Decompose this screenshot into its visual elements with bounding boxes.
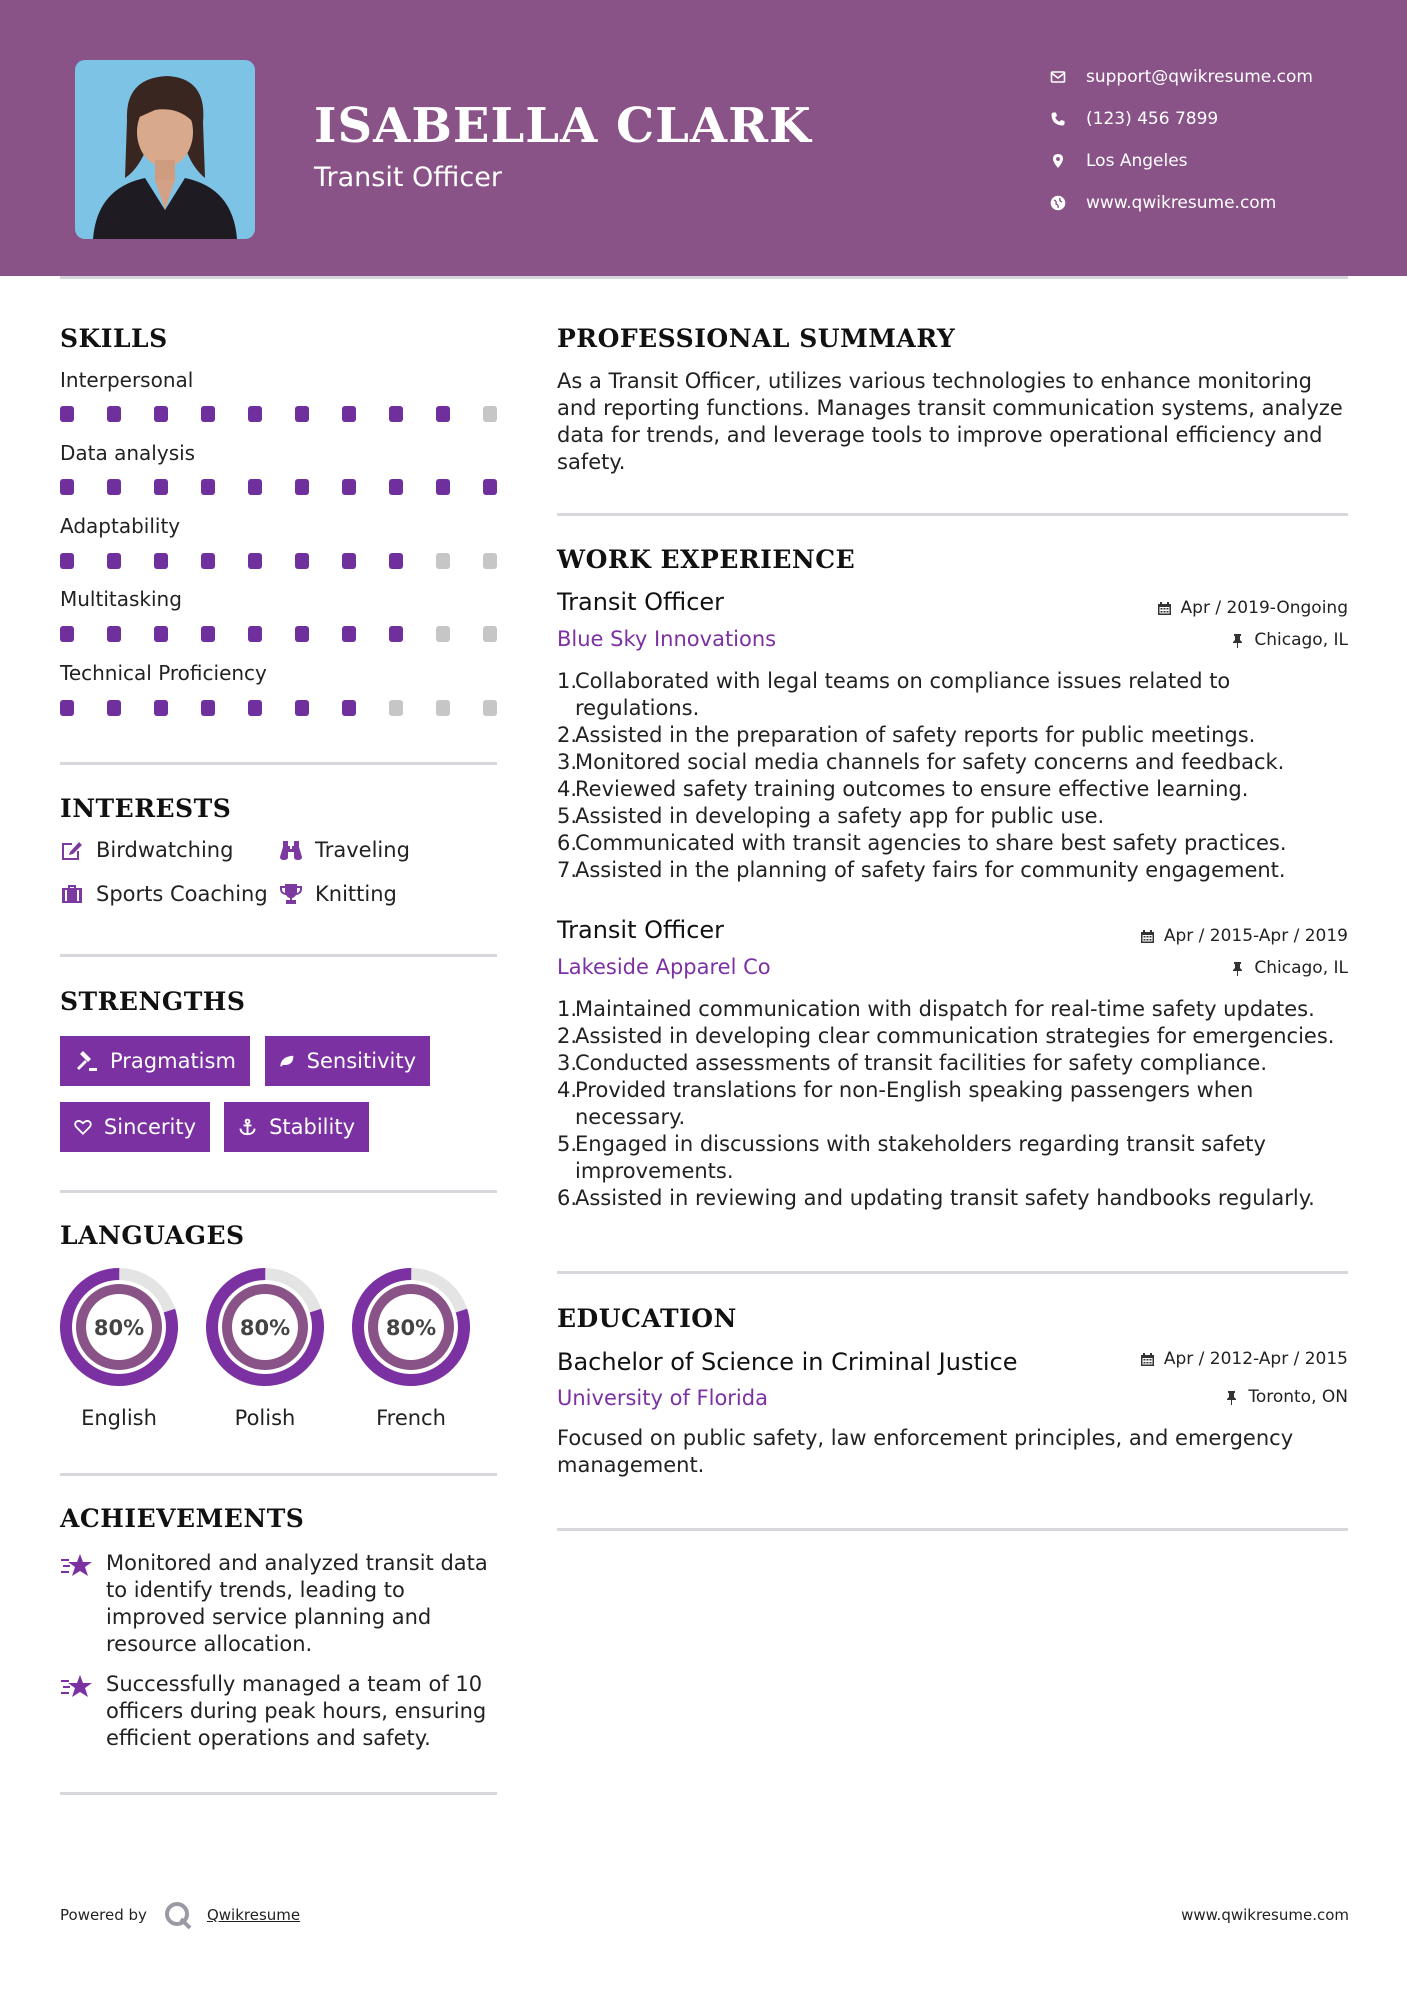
education-location-text: Toronto, ON — [1248, 1387, 1348, 1407]
interests-heading: INTERESTS — [60, 794, 232, 823]
calendar-icon — [1157, 601, 1172, 616]
skill-dot-empty — [483, 626, 497, 642]
gauge-label: 80% — [239, 1316, 291, 1340]
bullet-text: Assisted in reviewing and updating transit safety handbooks regularly. — [575, 1186, 1315, 1210]
job-dates — [1140, 926, 1348, 946]
job-title: Transit Officer — [557, 588, 725, 616]
skill-dot-filled — [295, 553, 309, 569]
education-dates-text: Apr / 2012-Apr / 2015 — [1163, 1349, 1348, 1369]
binoculars-icon — [279, 839, 303, 861]
language-item — [204, 1266, 326, 1430]
education-dates — [1140, 1349, 1348, 1369]
strength-badge — [265, 1036, 430, 1086]
pushpin-icon — [1230, 961, 1245, 976]
skill-dot-filled — [295, 626, 309, 642]
contact-location-text: Los Angeles — [1086, 151, 1188, 171]
skill-dot-filled — [248, 553, 262, 569]
skill-dot-filled — [107, 479, 121, 495]
contact-email-text: support@qwikresume.com — [1086, 67, 1313, 87]
list-item: 3. Conducted assessments of transit facilities for safety compliance. — [557, 1051, 1267, 1075]
list-item: 6. Assisted in reviewing and updating transit safety handbooks regularly. — [557, 1186, 1315, 1210]
header-divider — [60, 276, 1348, 279]
job-title: Transit Officer — [557, 916, 725, 944]
bullet-text: Provided translations for non-English speaking passengers when necessary. — [575, 1078, 1254, 1129]
skill-dot-filled — [389, 479, 403, 495]
footer-website[interactable]: www.qwikresume.com — [1181, 1906, 1349, 1924]
achievements-heading: ACHIEVEMENTS — [60, 1504, 305, 1533]
strength-label: Stability — [269, 1115, 355, 1139]
list-item: 5. Assisted in developing a safety app for public use. — [557, 804, 1105, 828]
pushpin-icon — [1230, 633, 1245, 648]
summary-text: As a Transit Officer, utilizes various technologies to enhance monitoring and reporting functions. Manages transit communication systems, analyze data for trends, and leverage tools to improve operational efficiency and safety. — [557, 369, 1343, 474]
interest-label: Birdwatching — [96, 838, 234, 862]
skill-dot-filled — [60, 700, 74, 716]
interest-item — [60, 882, 268, 906]
strength-label: Pragmatism — [110, 1049, 236, 1073]
skill-dot-filled — [295, 406, 309, 422]
language-gauge — [204, 1266, 326, 1388]
achievement-item — [60, 1550, 500, 1658]
skill-name: Technical Proficiency — [60, 661, 267, 685]
skill-dot-filled — [342, 626, 356, 642]
skill-dot-empty — [436, 553, 450, 569]
skill-dot-filled — [107, 406, 121, 422]
section-divider — [60, 1473, 497, 1476]
gauge-label: 80% — [385, 1316, 437, 1340]
contact-phone[interactable] — [1050, 98, 1313, 140]
interest-item — [279, 882, 397, 906]
contact-website[interactable] — [1050, 182, 1313, 224]
skill-dot-filled — [201, 626, 215, 642]
skill-dot-filled — [107, 626, 121, 642]
list-item: 1. Maintained communication with dispatch for real-time safety updates. — [557, 997, 1315, 1021]
skill-dot-filled — [201, 553, 215, 569]
job-dates-text: Apr / 2019-Ongoing — [1180, 598, 1348, 618]
interest-label: Traveling — [315, 838, 410, 862]
heart-icon — [74, 1116, 92, 1138]
education-degree: Bachelor of Science in Criminal Justice — [557, 1348, 1018, 1376]
footer-powered-by — [60, 1900, 300, 1930]
skill-name: Adaptability — [60, 514, 181, 538]
calendar-icon — [1140, 929, 1155, 944]
skill-dot-filled — [248, 700, 262, 716]
education-school: University of Florida — [557, 1386, 768, 1410]
contact-phone-text: (123) 456 7899 — [1086, 109, 1219, 129]
skill-dot-filled — [389, 406, 403, 422]
section-divider — [60, 1792, 497, 1795]
list-item: 4. Provided translations for non-English speaking passengers when necessary. — [557, 1077, 1357, 1131]
powered-by-label: Powered by — [60, 1906, 147, 1924]
section-divider — [60, 1190, 497, 1193]
bullet-text: Maintained communication with dispatch for real-time safety updates. — [575, 997, 1315, 1021]
interest-item — [60, 838, 233, 862]
skill-dot-filled — [342, 553, 356, 569]
language-name: Polish — [234, 1406, 296, 1430]
skill-dot-filled — [248, 626, 262, 642]
list-item: 2. Assisted in the preparation of safety reports for public meetings. — [557, 723, 1256, 747]
education-heading: EDUCATION — [557, 1304, 737, 1333]
skill-dot-filled — [389, 626, 403, 642]
candidate-title: Transit Officer — [314, 162, 502, 193]
section-divider — [557, 1271, 1348, 1274]
list-item: 6. Communicated with transit agencies to share best safety practices. — [557, 831, 1287, 855]
shooting-star-icon — [60, 1552, 94, 1580]
skill-dot-filled — [436, 479, 450, 495]
bullet-text: Communicated with transit agencies to share best safety practices. — [575, 831, 1287, 855]
skill-dot-filled — [107, 700, 121, 716]
skill-name: Multitasking — [60, 587, 182, 611]
skill-dot-empty — [483, 700, 497, 716]
strength-badge — [60, 1102, 210, 1152]
briefcase-icon — [60, 883, 84, 905]
job-location-text: Chicago, IL — [1254, 958, 1348, 978]
skill-dot-empty — [436, 700, 450, 716]
candidate-name: ISABELLA CLARK — [314, 98, 812, 154]
skill-dot-filled — [248, 479, 262, 495]
section-divider — [557, 1528, 1348, 1531]
skill-dot-filled — [154, 553, 168, 569]
list-item: 3. Monitored social media channels for safety concerns and feedback. — [557, 750, 1285, 774]
language-name: French — [376, 1406, 446, 1430]
anchor-icon — [238, 1116, 257, 1138]
gauge-label: 80% — [93, 1316, 145, 1340]
strength-label: Sensitivity — [306, 1049, 416, 1073]
education-location — [1224, 1387, 1348, 1407]
languages-heading: LANGUAGES — [60, 1221, 245, 1250]
skill-dot-filled — [154, 626, 168, 642]
skill-dot-empty — [389, 700, 403, 716]
skill-dot-filled — [436, 406, 450, 422]
contact-list — [1050, 56, 1313, 224]
job-location-text: Chicago, IL — [1254, 630, 1348, 650]
skill-dot-filled — [389, 553, 403, 569]
bullet-text: Monitored social media channels for safety concerns and feedback. — [575, 750, 1285, 774]
bullet-text: Conducted assessments of transit facilities for safety compliance. — [575, 1051, 1267, 1075]
contact-email[interactable] — [1050, 56, 1313, 98]
trophy-icon — [279, 883, 303, 905]
language-gauge — [58, 1266, 180, 1388]
skill-dot-filled — [483, 479, 497, 495]
calendar-icon — [1140, 1352, 1155, 1367]
pencil-square-icon — [60, 839, 84, 861]
section-divider — [557, 513, 1348, 516]
strength-badge — [224, 1102, 369, 1152]
list-item: 1. Collaborated with legal teams on compliance issues related to regulations. — [557, 668, 1357, 722]
skill-dot-empty — [483, 553, 497, 569]
summary-heading: PROFESSIONAL SUMMARY — [557, 324, 956, 353]
language-item — [58, 1266, 180, 1430]
job-dates-text: Apr / 2015-Apr / 2019 — [1163, 926, 1348, 946]
interest-item — [279, 838, 410, 862]
skill-dot-filled — [201, 700, 215, 716]
skill-rating — [60, 700, 497, 716]
skill-dot-filled — [107, 553, 121, 569]
job-location — [1230, 958, 1348, 978]
achievement-text: Monitored and analyzed transit data to identify trends, leading to improved service planning and resource allocation. — [106, 1551, 488, 1656]
list-item: 4. Reviewed safety training outcomes to ensure effective learning. — [557, 777, 1249, 801]
experience-heading: WORK EXPERIENCE — [557, 545, 856, 574]
envelope-icon — [1050, 69, 1066, 85]
job-company: Lakeside Apparel Co — [557, 955, 771, 979]
job-location — [1230, 630, 1348, 650]
list-item: 2. Assisted in developing clear communication strategies for emergencies. — [557, 1024, 1335, 1048]
skill-dot-filled — [60, 553, 74, 569]
skill-dot-filled — [154, 406, 168, 422]
section-divider — [60, 762, 497, 765]
bullet-text: Reviewed safety training outcomes to ensure effective learning. — [575, 777, 1249, 801]
strength-label: Sincerity — [103, 1115, 196, 1139]
skill-dot-empty — [483, 406, 497, 422]
skill-rating — [60, 479, 497, 495]
bullet-text: Engaged in discussions with stakeholders regarding transit safety improvements. — [575, 1132, 1266, 1183]
language-gauge — [350, 1266, 472, 1388]
bullet-text: Assisted in developing a safety app for public use. — [575, 804, 1105, 828]
map-pin-icon — [1050, 153, 1066, 169]
qwikresume-logo-icon — [163, 1900, 193, 1930]
skill-dot-filled — [295, 479, 309, 495]
skill-dot-filled — [342, 700, 356, 716]
achievement-item — [60, 1671, 500, 1752]
job-bullets — [557, 996, 1357, 1212]
job-company: Blue Sky Innovations — [557, 627, 777, 651]
achievement-text: Successfully managed a team of 10 officers during peak hours, ensuring efficient operations and safety. — [106, 1672, 487, 1750]
skill-dot-filled — [154, 700, 168, 716]
shooting-star-icon — [60, 1673, 94, 1701]
bullet-text: Assisted in the preparation of safety reports for public meetings. — [575, 723, 1256, 747]
skill-name: Data analysis — [60, 441, 196, 465]
skill-dot-filled — [295, 700, 309, 716]
globe-icon — [1050, 195, 1066, 211]
brand-link[interactable]: Qwikresume — [206, 1906, 301, 1924]
skill-dot-filled — [60, 406, 74, 422]
skill-rating — [60, 626, 497, 642]
job-bullets — [557, 668, 1357, 884]
strength-badge — [60, 1036, 250, 1086]
skill-rating — [60, 553, 497, 569]
gavel-icon — [74, 1050, 98, 1072]
education-description: Focused on public safety, law enforcement principles, and emergency management. — [557, 1426, 1294, 1477]
contact-website-text: www.qwikresume.com — [1086, 193, 1277, 213]
skills-heading: SKILLS — [60, 324, 168, 353]
resume-header — [0, 0, 1407, 276]
list-item: 5. Engaged in discussions with stakeholders regarding transit safety improvements. — [557, 1131, 1357, 1185]
skill-dot-filled — [201, 406, 215, 422]
bullet-text: Collaborated with legal teams on compliance issues related to regulations. — [575, 669, 1231, 720]
pushpin-icon — [1224, 1390, 1239, 1405]
strengths-heading: STRENGTHS — [60, 987, 246, 1016]
skill-dot-filled — [342, 479, 356, 495]
skill-dot-empty — [436, 626, 450, 642]
skill-dot-filled — [60, 479, 74, 495]
skill-name: Interpersonal — [60, 368, 194, 392]
interest-label: Sports Coaching — [96, 882, 268, 906]
skill-dot-filled — [154, 479, 168, 495]
bullet-text: Assisted in the planning of safety fairs for community engagement. — [575, 858, 1286, 882]
bullet-text: Assisted in developing clear communication strategies for emergencies. — [575, 1024, 1335, 1048]
section-divider — [60, 954, 497, 957]
language-item — [350, 1266, 472, 1430]
phone-icon — [1050, 111, 1066, 127]
person-silhouette-icon — [75, 60, 255, 239]
skill-dot-filled — [342, 406, 356, 422]
contact-location — [1050, 140, 1313, 182]
interest-label: Knitting — [315, 882, 397, 906]
skill-rating — [60, 406, 497, 422]
skill-dot-filled — [60, 626, 74, 642]
leaf-icon — [279, 1050, 295, 1072]
list-item: 7. Assisted in the planning of safety fairs for community engagement. — [557, 858, 1286, 882]
job-dates — [1157, 598, 1348, 618]
skill-dot-filled — [201, 479, 215, 495]
profile-photo — [75, 60, 255, 239]
skill-dot-filled — [248, 406, 262, 422]
language-name: English — [81, 1406, 157, 1430]
